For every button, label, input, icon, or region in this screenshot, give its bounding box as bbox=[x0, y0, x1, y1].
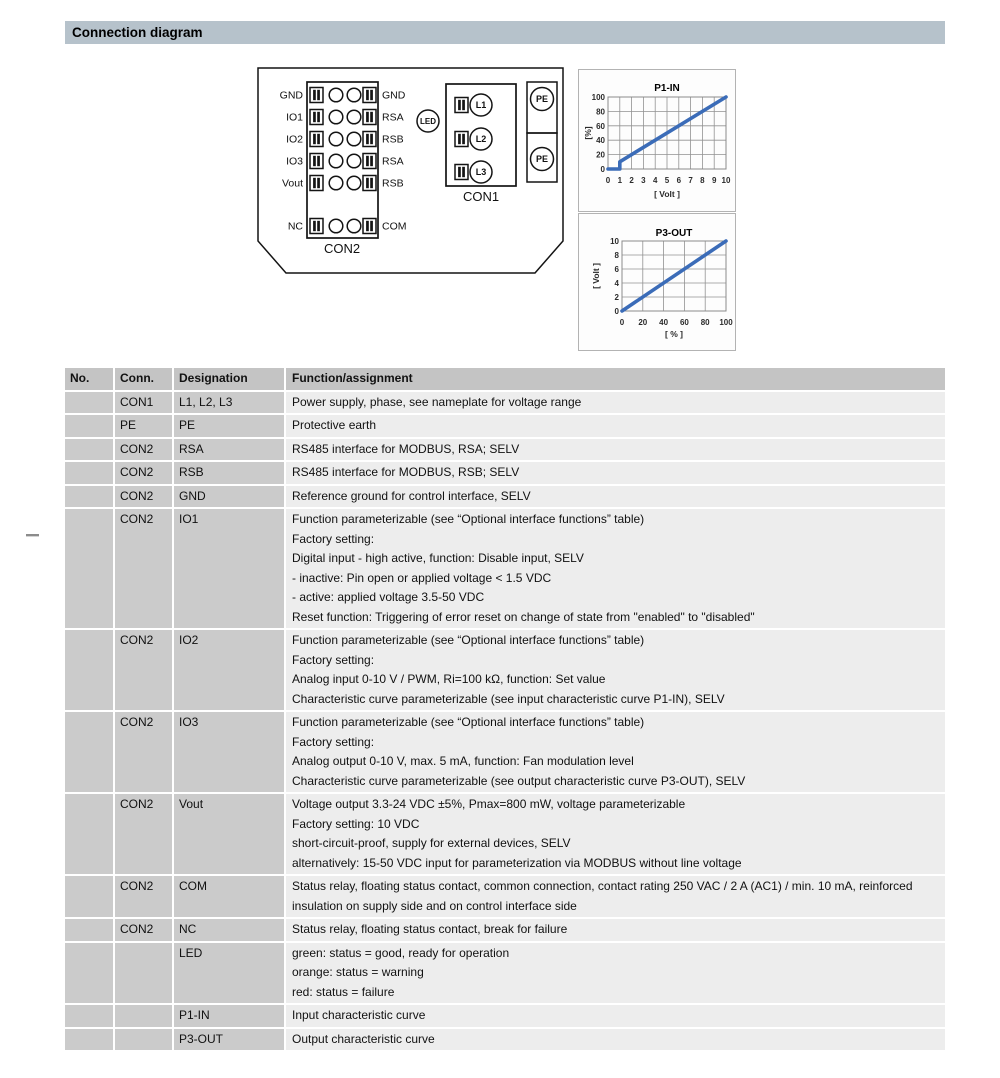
x-tick-label: 8 bbox=[700, 176, 705, 185]
terminal-icon bbox=[310, 132, 323, 147]
terminal-bar bbox=[370, 221, 373, 231]
cell-conn: CON2 bbox=[115, 439, 172, 461]
chart-box-p1in bbox=[578, 69, 736, 212]
cell-no bbox=[65, 876, 113, 917]
pe-box-top bbox=[527, 82, 557, 133]
terminal-bar bbox=[313, 221, 316, 231]
con2-pin-left-label: GND bbox=[279, 89, 303, 102]
x-tick-label: 2 bbox=[629, 176, 634, 185]
terminal-bar bbox=[458, 167, 461, 177]
device-outline bbox=[258, 68, 563, 273]
terminal-icon bbox=[363, 219, 376, 234]
table-row bbox=[65, 919, 945, 941]
y-axis-label: [ Volt ] bbox=[591, 263, 601, 289]
terminal-bar bbox=[366, 112, 369, 122]
x-tick-label: 6 bbox=[676, 176, 682, 185]
cell-no bbox=[65, 1005, 113, 1027]
y-tick-label: 20 bbox=[596, 150, 605, 160]
screw-hole-icon bbox=[347, 154, 361, 168]
function-line: Function parameterizable (see “Optional interface functions” table) bbox=[292, 633, 645, 647]
con2-pin-left-label: IO2 bbox=[286, 133, 303, 146]
cell-conn bbox=[115, 943, 172, 1004]
function-line: Analog input 0-10 V / PWM, Ri=100 kΩ, function: Set value bbox=[292, 672, 606, 686]
terminal-bar bbox=[366, 221, 369, 231]
pe-label: PE bbox=[535, 94, 549, 105]
cell-designation: P3-OUT bbox=[174, 1029, 284, 1051]
terminal-icon bbox=[363, 154, 376, 169]
cell-function bbox=[286, 1029, 945, 1051]
terminal-bar bbox=[370, 112, 373, 122]
terminal-bar bbox=[462, 167, 465, 177]
screw-hole-icon bbox=[329, 110, 343, 124]
cell-designation: COM bbox=[174, 876, 284, 917]
terminal-icon bbox=[310, 154, 323, 169]
terminal-bar bbox=[317, 112, 320, 122]
y-tick-label: 0 bbox=[600, 165, 605, 174]
x-tick-label: 1 bbox=[617, 176, 623, 185]
chart-title: P3-OUT bbox=[655, 228, 693, 239]
cell-function bbox=[286, 919, 945, 941]
function-line: Function parameterizable (see “Optional interface functions” table) bbox=[292, 512, 645, 526]
table-row bbox=[65, 439, 945, 461]
terminal-bar bbox=[313, 112, 316, 122]
table-row bbox=[65, 876, 945, 917]
cell-no bbox=[65, 439, 113, 461]
header-no: No. bbox=[65, 368, 113, 390]
table-row bbox=[65, 712, 945, 792]
screw-hole-icon bbox=[329, 154, 343, 168]
terminal-bar bbox=[313, 156, 316, 166]
function-line: Voltage output 3.3-24 VDC ±5%, Pmax=800 mW, voltage parameterizable bbox=[292, 797, 686, 811]
con1-label: CON1 bbox=[462, 189, 500, 204]
x-tick-label: 0 bbox=[605, 176, 611, 185]
cell-function bbox=[286, 486, 945, 508]
terminal-bar bbox=[366, 90, 369, 100]
cell-conn: CON2 bbox=[115, 712, 172, 792]
y-tick-label: 0 bbox=[614, 307, 619, 316]
con2-label: CON2 bbox=[323, 241, 361, 256]
terminal-bar bbox=[317, 156, 320, 166]
header-designation: Designation bbox=[174, 368, 284, 390]
terminal-icon bbox=[363, 176, 376, 191]
function-line: Status relay, floating status contact, common connection, contact rating 250 VAC / 2 A (AC1) / min. 10 mA, reinforced insulation on supply side and on control interface side bbox=[292, 879, 913, 913]
cell-no bbox=[65, 1029, 113, 1051]
cell-conn: CON2 bbox=[115, 462, 172, 484]
phase-label: L1 bbox=[475, 100, 487, 111]
function-line: RS485 interface for MODBUS, RSA; SELV bbox=[292, 441, 520, 456]
connection-table bbox=[65, 368, 945, 1052]
table-row bbox=[65, 943, 945, 1004]
terminal-bar bbox=[317, 221, 320, 231]
x-tick-label: 20 bbox=[638, 318, 648, 327]
function-line: Factory setting: 10 VDC bbox=[292, 816, 420, 831]
terminal-bar bbox=[370, 134, 373, 144]
x-tick-label: 60 bbox=[679, 318, 689, 327]
cell-conn: CON1 bbox=[115, 392, 172, 414]
section-title-bar bbox=[65, 21, 945, 44]
cell-function bbox=[286, 1005, 945, 1027]
cell-conn bbox=[115, 1029, 172, 1051]
table-row bbox=[65, 1005, 945, 1027]
screw-hole-icon bbox=[347, 219, 361, 233]
cell-no bbox=[65, 415, 113, 437]
con2-pin-right-label: RSB bbox=[382, 133, 404, 146]
device-diagram bbox=[250, 60, 580, 290]
cell-designation: PE bbox=[174, 415, 284, 437]
terminal-icon bbox=[363, 110, 376, 125]
x-tick-label: 10 bbox=[721, 176, 731, 185]
cell-designation: IO3 bbox=[174, 712, 284, 792]
function-line: Protective earth bbox=[292, 418, 377, 432]
terminal-bar bbox=[313, 178, 316, 188]
phase-label: L3 bbox=[475, 167, 487, 178]
section-title: Connection diagram bbox=[72, 25, 203, 40]
function-line: red: status = failure bbox=[292, 984, 395, 999]
terminal-icon bbox=[310, 176, 323, 191]
x-tick-label: 40 bbox=[659, 318, 669, 327]
terminal-bar bbox=[366, 178, 369, 188]
cell-function bbox=[286, 630, 945, 710]
pe-label: PE bbox=[535, 154, 549, 165]
cell-no bbox=[65, 794, 113, 874]
x-tick-label: 7 bbox=[688, 176, 693, 185]
table-row bbox=[65, 630, 945, 710]
cell-no bbox=[65, 712, 113, 792]
y-tick-label: 6 bbox=[614, 265, 619, 274]
cell-function bbox=[286, 462, 945, 484]
screw-hole-icon bbox=[329, 88, 343, 102]
cell-conn: CON2 bbox=[115, 486, 172, 508]
terminal-bar bbox=[366, 156, 369, 166]
con2-pin-left-label: IO3 bbox=[286, 155, 303, 168]
table-row bbox=[65, 794, 945, 874]
table-row bbox=[65, 509, 945, 628]
p1-in-chart bbox=[579, 70, 735, 211]
cell-conn: PE bbox=[115, 415, 172, 437]
cell-no bbox=[65, 943, 113, 1004]
cell-designation: RSA bbox=[174, 439, 284, 461]
screw-hole-icon bbox=[347, 132, 361, 146]
y-tick-label: 40 bbox=[596, 136, 605, 146]
cell-function bbox=[286, 509, 945, 628]
x-tick-label: 5 bbox=[664, 176, 670, 185]
margin-dash bbox=[26, 534, 39, 537]
terminal-bar bbox=[366, 134, 369, 144]
con1-pin-rows bbox=[455, 94, 492, 183]
function-line: orange: status = warning bbox=[292, 965, 424, 979]
x-axis-label: [ Volt ] bbox=[654, 189, 680, 199]
function-line: Factory setting: bbox=[292, 652, 375, 667]
cell-function bbox=[286, 794, 945, 874]
terminal-bar bbox=[317, 178, 320, 188]
cell-designation: IO1 bbox=[174, 509, 284, 628]
terminal-icon bbox=[310, 110, 323, 125]
function-line: RS485 interface for MODBUS, RSB; SELV bbox=[292, 465, 520, 479]
terminal-icon bbox=[455, 132, 468, 147]
screw-hole-icon bbox=[347, 110, 361, 124]
header-function: Function/assignment bbox=[286, 368, 945, 390]
table-row bbox=[65, 462, 945, 484]
y-tick-label: 2 bbox=[614, 293, 619, 302]
cell-conn: CON2 bbox=[115, 919, 172, 941]
function-line: Factory setting: bbox=[292, 531, 375, 546]
table-header-row bbox=[65, 368, 945, 390]
function-line: Analog output 0-10 V, max. 5 mA, function: Fan modulation level bbox=[292, 754, 634, 768]
terminal-bar bbox=[317, 134, 320, 144]
cell-function bbox=[286, 876, 945, 917]
table-row bbox=[65, 392, 945, 414]
terminal-icon bbox=[455, 98, 468, 113]
y-tick-label: 4 bbox=[614, 279, 619, 288]
x-tick-label: 4 bbox=[652, 176, 658, 185]
y-tick-label: 80 bbox=[596, 107, 605, 117]
x-axis-label: [ % ] bbox=[665, 329, 683, 339]
cell-designation: L1, L2, L3 bbox=[174, 392, 284, 414]
cell-conn: CON2 bbox=[115, 876, 172, 917]
chart-box-p3out bbox=[578, 213, 736, 351]
led-label: LED bbox=[420, 117, 436, 126]
header-conn: Conn. bbox=[115, 368, 172, 390]
y-tick-label: 60 bbox=[596, 121, 605, 131]
con2-pin-right-label: RSA bbox=[382, 111, 404, 124]
terminal-bar bbox=[370, 90, 373, 100]
terminal-icon bbox=[310, 88, 323, 103]
cell-function bbox=[286, 712, 945, 792]
con2-pin-right-label: COM bbox=[382, 220, 407, 233]
function-line: Reference ground for control interface, SELV bbox=[292, 488, 531, 503]
y-tick-label: 100 bbox=[591, 93, 605, 102]
function-line: Digital input - high active, function: Disable input, SELV bbox=[292, 551, 584, 565]
screw-hole-icon bbox=[329, 132, 343, 146]
con2-pin-right-label: RSB bbox=[382, 177, 404, 190]
con2-pin-left-label: NC bbox=[287, 220, 303, 233]
cell-conn: CON2 bbox=[115, 794, 172, 874]
cell-designation: RSB bbox=[174, 462, 284, 484]
cell-conn bbox=[115, 1005, 172, 1027]
function-line: Characteristic curve parameterizable (see output characteristic curve P3-OUT), SELV bbox=[292, 773, 746, 788]
cell-no bbox=[65, 919, 113, 941]
function-line: Input characteristic curve bbox=[292, 1008, 426, 1022]
cell-designation: IO2 bbox=[174, 630, 284, 710]
function-line: Reset function: Triggering of error reset on change of state from "enabled" to "disabled" bbox=[292, 609, 755, 624]
screw-hole-icon bbox=[329, 176, 343, 190]
con2-pin-rows bbox=[280, 88, 407, 234]
cell-no bbox=[65, 392, 113, 414]
cell-designation: LED bbox=[174, 943, 284, 1004]
function-line: short-circuit-proof, supply for external devices, SELV bbox=[292, 836, 571, 850]
cell-function bbox=[286, 943, 945, 1004]
function-line: Factory setting: bbox=[292, 734, 375, 749]
cell-no bbox=[65, 509, 113, 628]
screw-hole-icon bbox=[347, 176, 361, 190]
terminal-icon bbox=[310, 219, 323, 234]
con2-pin-left-label: IO1 bbox=[286, 111, 303, 124]
x-tick-label: 100 bbox=[719, 318, 733, 327]
terminal-bar bbox=[458, 100, 461, 110]
cell-designation: P1-IN bbox=[174, 1005, 284, 1027]
x-tick-label: 0 bbox=[619, 318, 625, 327]
terminal-icon bbox=[455, 165, 468, 180]
cell-function bbox=[286, 439, 945, 461]
function-line: Power supply, phase, see nameplate for voltage range bbox=[292, 394, 582, 409]
series-line bbox=[622, 241, 726, 311]
screw-hole-icon bbox=[347, 88, 361, 102]
terminal-bar bbox=[317, 90, 320, 100]
terminal-bar bbox=[313, 134, 316, 144]
con2-pin-left-label: Vout bbox=[281, 177, 303, 190]
terminal-bar bbox=[462, 100, 465, 110]
p3-out-chart bbox=[579, 214, 735, 350]
cell-designation: NC bbox=[174, 919, 284, 941]
x-tick-label: 3 bbox=[641, 176, 646, 185]
pe-terminals bbox=[531, 88, 554, 171]
function-line: green: status = good, ready for operation bbox=[292, 945, 510, 960]
table-body bbox=[65, 392, 945, 1051]
cell-conn: CON2 bbox=[115, 630, 172, 710]
function-line: Function parameterizable (see “Optional interface functions” table) bbox=[292, 715, 645, 729]
terminal-bar bbox=[370, 156, 373, 166]
y-axis-label: [%] bbox=[583, 126, 593, 140]
y-tick-label: 8 bbox=[614, 251, 619, 260]
x-tick-label: 9 bbox=[711, 176, 717, 185]
cell-no bbox=[65, 630, 113, 710]
table-row bbox=[65, 1029, 945, 1051]
terminal-bar bbox=[370, 178, 373, 188]
screw-hole-icon bbox=[329, 219, 343, 233]
terminal-bar bbox=[313, 90, 316, 100]
con2-pin-right-label: GND bbox=[382, 89, 406, 102]
x-tick-label: 80 bbox=[700, 318, 710, 327]
phase-label: L2 bbox=[475, 134, 487, 145]
terminal-bar bbox=[462, 134, 465, 144]
cell-designation: Vout bbox=[174, 794, 284, 874]
terminal-bar bbox=[458, 134, 461, 144]
function-line: alternatively: 15-50 VDC input for parameterization via MODBUS without line voltage bbox=[292, 855, 742, 870]
function-line: Characteristic curve parameterizable (see input characteristic curve P1-IN), SELV bbox=[292, 691, 725, 706]
table-row bbox=[65, 486, 945, 508]
cell-no bbox=[65, 462, 113, 484]
chart-title: P1-IN bbox=[654, 83, 680, 94]
cell-function bbox=[286, 415, 945, 437]
terminal-icon bbox=[363, 132, 376, 147]
terminal-icon bbox=[363, 88, 376, 103]
function-line: Output characteristic curve bbox=[292, 1031, 435, 1046]
function-line: Status relay, floating status contact, break for failure bbox=[292, 922, 568, 936]
y-tick-label: 10 bbox=[610, 237, 619, 246]
function-line: - inactive: Pin open or applied voltage < 1.5 VDC bbox=[292, 570, 552, 585]
cell-no bbox=[65, 486, 113, 508]
con2-pin-right-label: RSA bbox=[382, 155, 404, 168]
table-row bbox=[65, 415, 945, 437]
cell-function bbox=[286, 392, 945, 414]
function-line: - active: applied voltage 3.5-50 VDC bbox=[292, 590, 485, 604]
cell-conn: CON2 bbox=[115, 509, 172, 628]
cell-designation: GND bbox=[174, 486, 284, 508]
